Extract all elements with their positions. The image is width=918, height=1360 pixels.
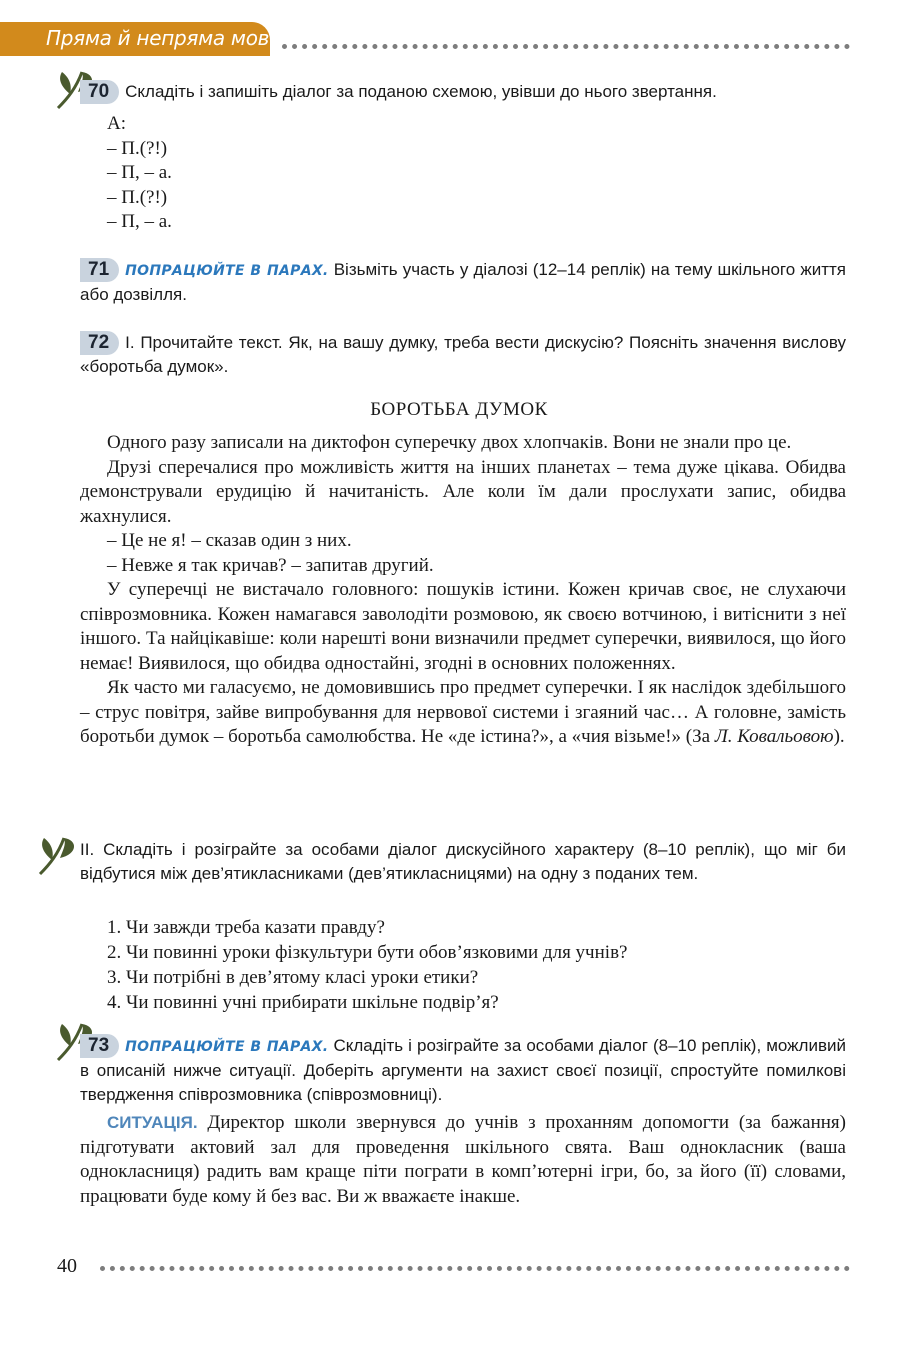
dialogue-scheme: [107, 112, 172, 235]
list-item: 1. Чи завжди треба казати правду?: [107, 917, 385, 938]
pair-work-label: ПОПРАЦЮЙТЕ В ПАРАХ.: [125, 263, 329, 279]
list-item: 4. Чи повинні учні прибирати шкільне подвір’я?: [107, 992, 499, 1013]
situation-label: СИТУАЦІЯ.: [107, 1113, 198, 1132]
situation-text: Директор школи звернувся до учнів з проханням допомогти (за бажання) підготувати актовий зал для проведення шкільного свята. Ваш однокласник (ваша однокласниця) радить вам краще піти пограти в комп’ютерні ігри, бо, за його (її) словами, працювати буде кому й без вас. Ви ж вважаєте інакше.: [80, 1112, 847, 1207]
header-dotted-line: [282, 44, 850, 49]
exercise-70-task: Складіть і запишіть діалог за поданою схемою, увівши до нього звертання.: [125, 82, 717, 101]
exercise-number-badge: 73: [80, 1034, 119, 1058]
reading-text: [80, 431, 846, 750]
text-paragraph: – Невже я так кричав? – запитав другий.: [107, 554, 434, 576]
exercise-72: [80, 331, 846, 379]
author-name: Л. Ковальовою: [714, 726, 834, 747]
exercise-number-badge: 71: [80, 258, 119, 282]
text-paragraph: – Це не я! – сказав один з них.: [107, 530, 352, 551]
exercise-70: [80, 80, 846, 104]
text-paragraph-end: ).: [833, 726, 845, 747]
list-item: 3. Чи потрібні в дев’ятому класі уроки етики?: [107, 967, 479, 988]
exercise-72-task-2: ІІ. Складіть і розіграйте за особами діалог дискусійного характеру (8–10 реплік), що міг би відбутися між дев’ятикласниками (дев’ятикласницями) на одну з поданих тем.: [80, 840, 846, 883]
exercise-71: [80, 258, 846, 307]
leaf-icon: [34, 830, 84, 880]
situation: [80, 1111, 846, 1209]
exercise-73-task: Складіть і розіграйте за особами діалог (8–10 реплік), можливий в описаній нижче ситуації. Доберіть аргументи на захист своєї позиції, спростуйте помилкові твердження співрозмовника (співрозмовниці).: [80, 1036, 846, 1104]
page-number: 40: [57, 1255, 77, 1277]
situation-paragraph: [80, 1111, 846, 1209]
scheme-line: – П, – а.: [107, 211, 172, 232]
pair-work-label: ПОПРАЦЮЙТЕ В ПАРАХ.: [125, 1039, 329, 1055]
list-item: 2. Чи повинні уроки фізкультури бути обов’язковими для учнів?: [107, 942, 628, 963]
exercise-73: [80, 1034, 846, 1107]
text-paragraph: Одного разу записали на диктофон суперечку двох хлопчаків. Вони не знали про це.: [107, 432, 792, 453]
page-header-title: Пряма й непряма мова: [46, 26, 282, 50]
footer-dotted-line: [100, 1266, 850, 1271]
scheme-line: – П.(?!): [107, 186, 168, 208]
exercise-72-task-1: І. Прочитайте текст. Як, на вашу думку, треба вести дискусію? Поясніть значення вислову «боротьба думок».: [80, 333, 846, 376]
text-paragraph: [80, 676, 846, 750]
text-paragraph-body: Як часто ми галасуємо, не домовившись про предмет суперечки. І як наслідок здебільшого – струс повітря, зайве випробування для нервової системи і згаяний час… А головне, замість боротьби думок – боротьба самолюбства. Не «де істина?», а «чия візьме!» (За: [80, 677, 846, 747]
scheme-line: А:: [107, 113, 126, 134]
text-title: БОРОТЬБА ДУМОК: [370, 399, 548, 420]
exercise-number-badge: 70: [80, 80, 119, 104]
text-paragraph: Друзі сперечалися про можливість життя на інших планетах – тема дуже цікава. Обидва демонстрували ерудицію й начитаність. Але коли їм дали прослухати запис, обидва жахнулися.: [80, 456, 846, 527]
scheme-line: – П, – а.: [107, 162, 172, 183]
scheme-line: – П.(?!): [107, 137, 168, 159]
text-paragraph: У суперечці не вистачало головного: пошуків істини. Кожен кричав своє, не слухаючи співрозмовника. Кожен намагався заволодіти розмовою, як своєю вотчиною, і витіснити з неї іншого. Та найцікавіше: коли нарешті вони визначили предмет суперечки, виявилося, що його немає! Виявилося, що обидва одностайні, згодні в основних положеннях.: [80, 579, 846, 674]
exercise-number-badge: 72: [80, 331, 119, 355]
topics-list: [107, 915, 627, 1015]
exercise-71-task: Візьміть участь у діалозі (12–14 реплік) на тему шкільного життя або дозвілля.: [80, 260, 846, 304]
